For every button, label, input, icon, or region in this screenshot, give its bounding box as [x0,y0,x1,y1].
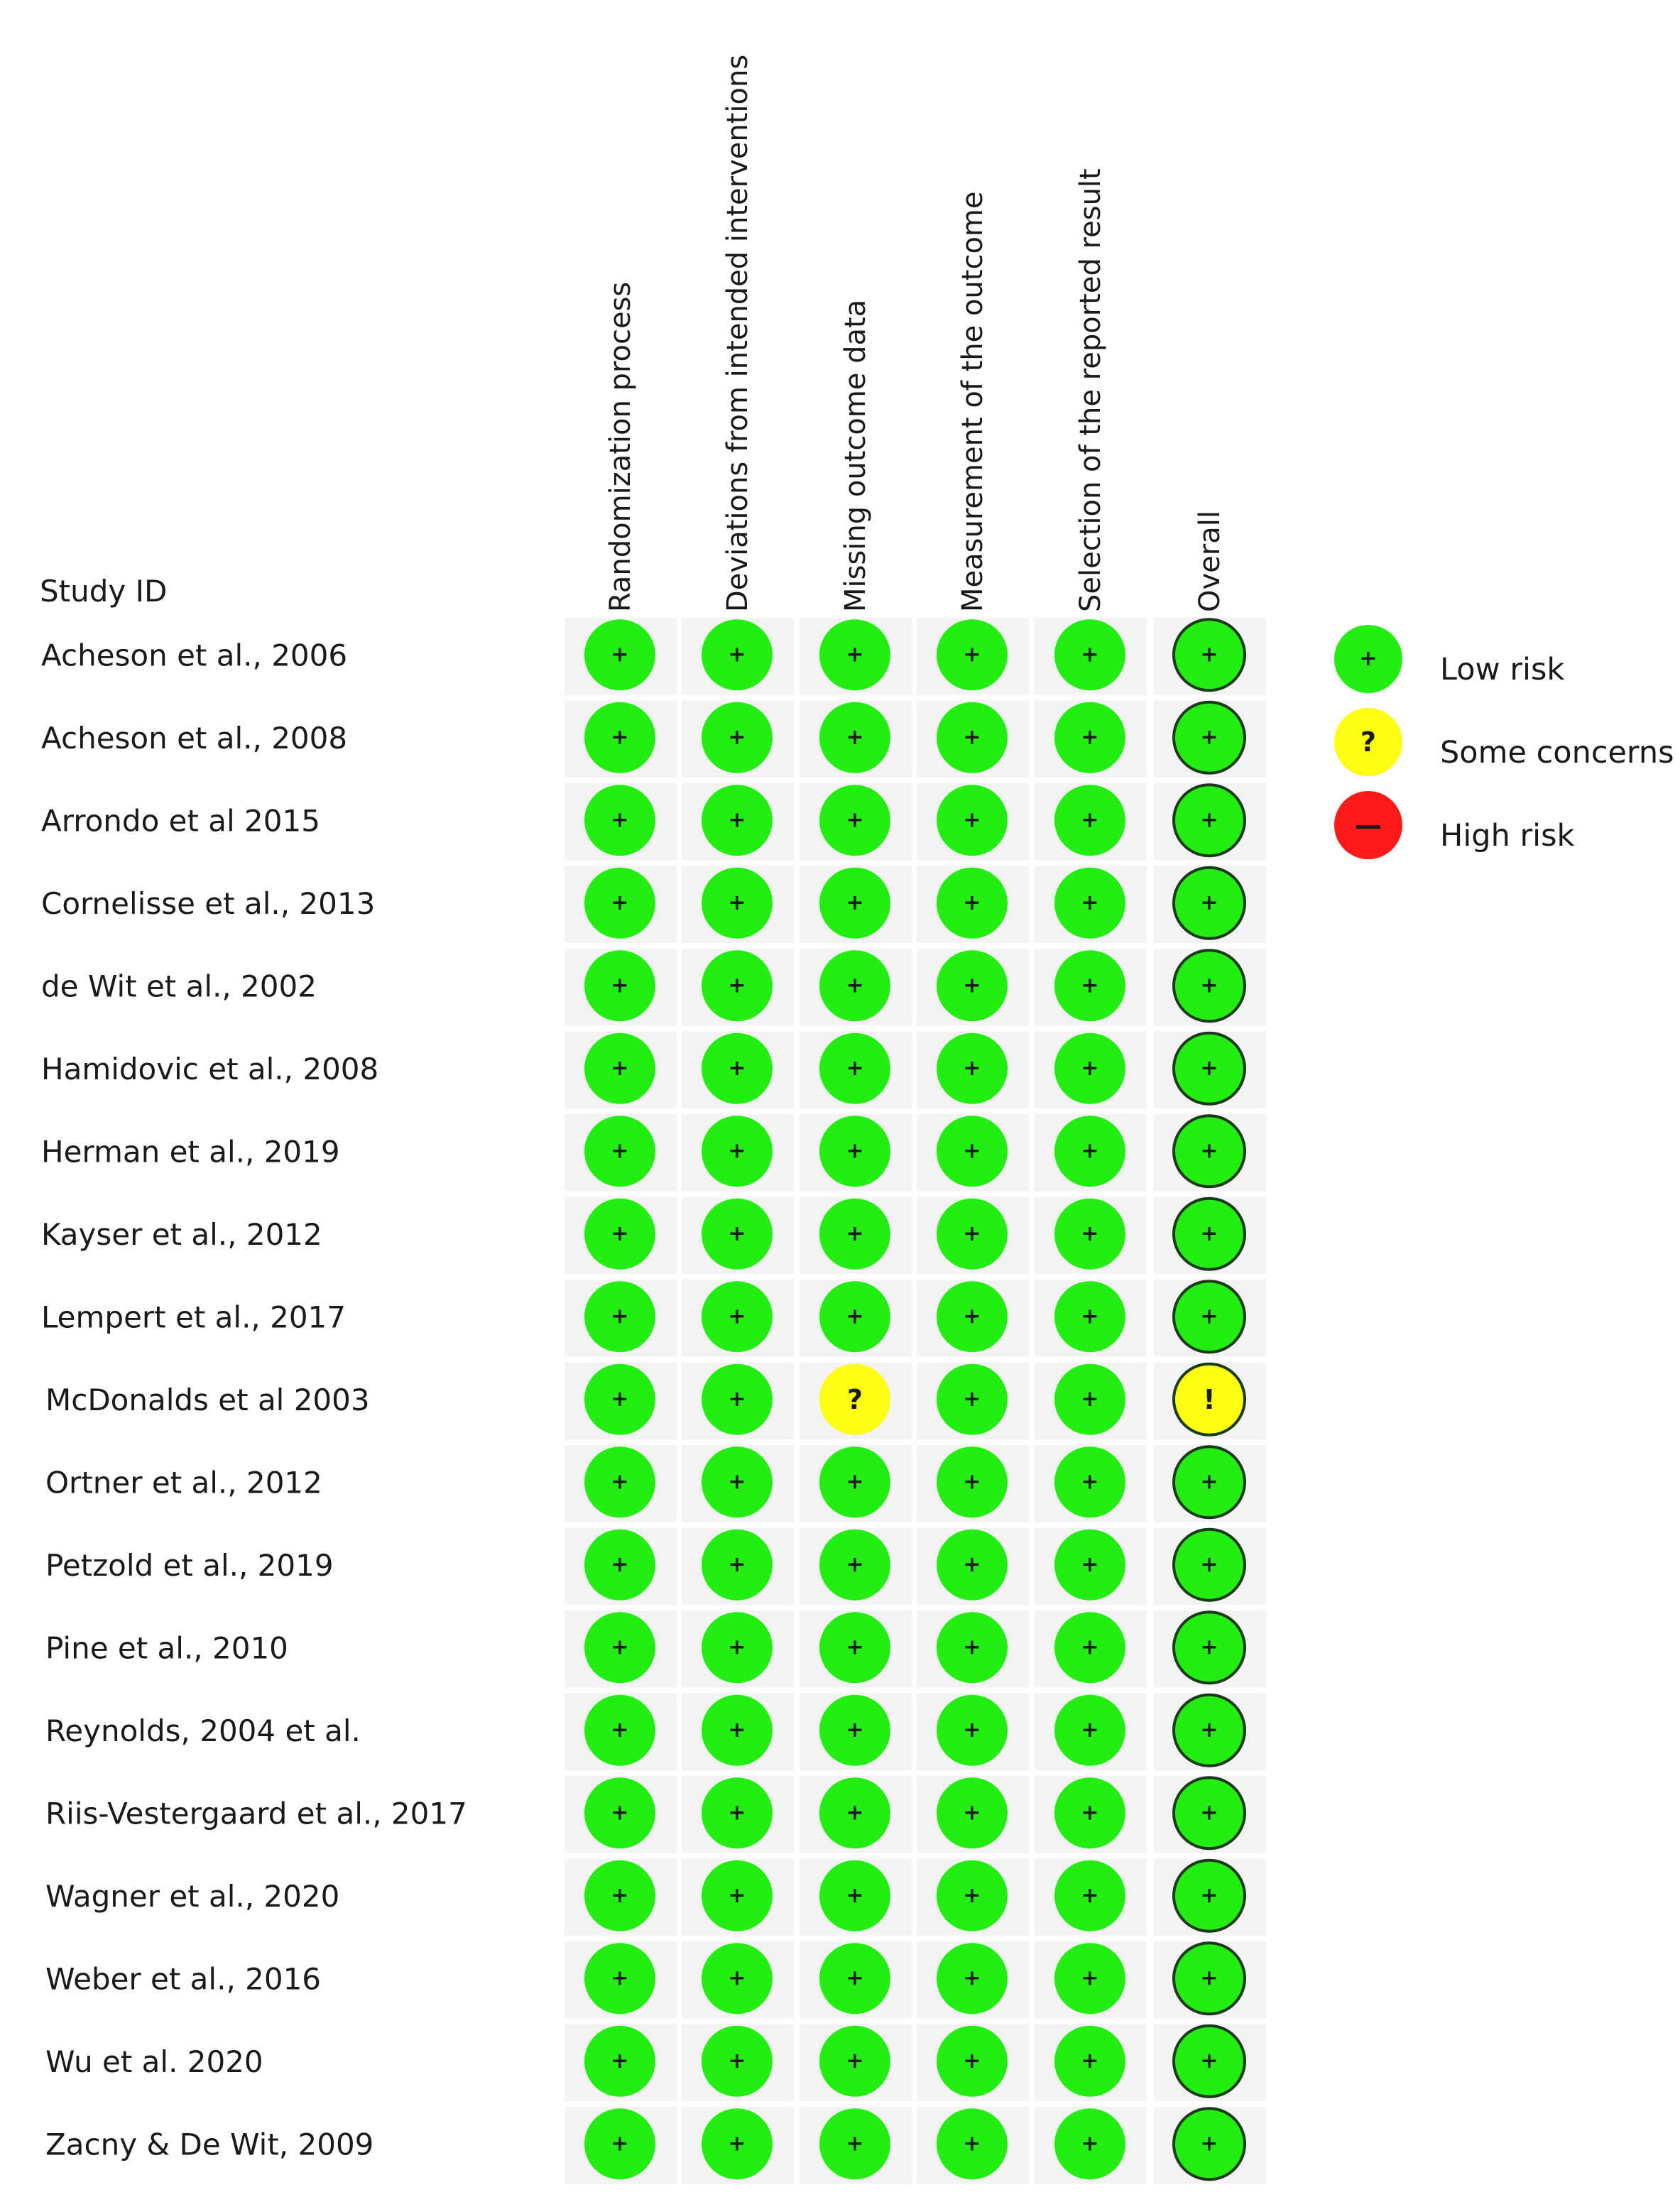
risk-symbol: + [963,724,981,750]
domain-low-risk-icon [702,2108,773,2179]
risk-symbol: + [611,1138,629,1164]
risk-symbol: + [1081,890,1099,915]
risk-symbol: + [1081,1800,1099,1826]
risk-symbol: + [1200,2131,1218,2157]
risk-symbol: + [1200,1138,1218,1164]
table-row [564,783,1266,861]
table-row [564,1694,1266,1771]
table-row [564,866,1266,944]
study-label: Acheson et al., 2008 [41,720,348,756]
risk-symbol: + [1200,1635,1218,1660]
risk-symbol: + [846,2048,864,2073]
risk-symbol: + [963,973,981,998]
domain-low-risk-icon [819,1530,890,1601]
legend-label: High risk [1440,818,1575,854]
domain-low-risk-icon [702,702,773,773]
domain-low-risk-icon [702,1695,773,1766]
domain-low-risk-icon [1054,1695,1125,1766]
domain-low-risk-icon [819,2108,890,2179]
risk-symbol: + [611,642,629,667]
risk-symbol: + [1200,890,1218,915]
domain-low-risk-icon [1054,1116,1125,1187]
domain-some-risk-icon [819,1364,890,1435]
overall-low-risk-icon [1174,1777,1245,1848]
table-row [564,618,1266,695]
domain-low-risk-icon [1054,1199,1125,1270]
risk-symbol: + [963,642,981,667]
risk-symbol: + [611,1552,629,1577]
overall-low-risk-icon [1174,702,1245,773]
risk-symbol: + [728,1304,746,1329]
domain-low-risk-icon [937,619,1008,690]
risk-symbol: + [728,642,746,667]
risk-symbol: + [1081,1552,1099,1577]
risk-symbol: + [611,1966,629,1991]
domain-low-risk-icon [702,1612,773,1683]
overall-low-risk-icon [1174,2108,1245,2179]
risk-symbol: + [846,2131,864,2157]
risk-symbol: + [1200,1717,1218,1743]
study-label: McDonalds et al 2003 [45,1382,370,1417]
risk-symbol: + [846,1966,864,1991]
risk-symbol: ? [846,1383,863,1415]
domain-low-risk-icon [1054,1612,1125,1683]
overall-low-risk-icon [1174,1116,1245,1187]
domain-low-risk-icon [819,702,890,773]
domain-low-risk-icon [819,868,890,939]
table-row [564,1776,1266,1853]
overall-low-risk-icon [1174,1860,1245,1931]
domain-low-risk-icon [584,1116,655,1187]
risk-symbol: + [611,890,629,915]
risk-symbol: + [846,890,864,915]
domain-low-risk-icon [1054,2026,1125,2097]
domain-low-risk-icon [819,1612,890,1683]
domain-low-risk-icon [819,1033,890,1104]
column-header-measurement-of-the-outcome: Measurement of the outcome [956,191,989,612]
risk-symbol: + [611,807,629,833]
table-row [564,2024,1266,2102]
domain-low-risk-icon [937,1281,1008,1352]
risk-symbol: + [1081,1469,1099,1495]
risk-symbol: + [728,2131,746,2157]
domain-low-risk-icon [937,950,1008,1021]
risk-symbol: + [1200,1469,1218,1495]
column-header-missing-outcome-data: Missing outcome data [839,299,872,612]
risk-symbol: + [1200,807,1218,833]
risk-symbol: + [611,2048,629,2073]
legend-item-some-concerns [1334,708,1674,776]
domain-low-risk-icon [584,619,655,690]
domain-low-risk-icon [1054,1530,1125,1601]
domain-low-risk-icon [819,1446,890,1517]
risk-symbol: + [728,890,746,915]
risk-symbol: + [728,1800,746,1826]
domain-low-risk-icon [702,2026,773,2097]
risk-symbol: + [1081,1386,1099,1412]
table-row [564,1114,1266,1192]
domain-low-risk-icon [937,785,1008,856]
domain-low-risk-icon [937,1446,1008,1517]
study-label: Acheson et al., 2006 [41,638,348,673]
domain-low-risk-icon [702,1116,773,1187]
risk-symbol: + [1081,1138,1099,1164]
domain-low-risk-icon [584,1695,655,1766]
risk-symbol: + [728,1882,746,1908]
domain-low-risk-icon [584,2108,655,2179]
domain-low-risk-icon [819,950,890,1021]
column-header-deviations-from-intended-interventions: Deviations from intended interventions [721,54,754,612]
domain-low-risk-icon [1054,1943,1125,2014]
domain-low-risk-icon [937,1612,1008,1683]
domain-low-risk-icon [1054,785,1125,856]
domain-low-risk-icon [702,1530,773,1601]
column-header-randomization-process: Randomization process [604,281,637,612]
domain-low-risk-icon [937,2026,1008,2097]
risk-symbol: + [728,1966,746,1991]
overall-low-risk-icon [1174,950,1245,1021]
legend-label: Some concerns [1440,735,1674,770]
risk-symbol: + [611,1304,629,1329]
risk-symbol: + [846,1469,864,1495]
risk-symbol: + [611,1882,629,1908]
domain-low-risk-icon [702,868,773,939]
risk-symbol: + [728,1552,746,1577]
domain-low-risk-icon [1054,1446,1125,1517]
table-row [564,1610,1266,1688]
risk-symbol: + [728,973,746,998]
domain-low-risk-icon [819,1199,890,1270]
domain-low-risk-icon [1054,2108,1125,2179]
study-label: Cornelisse et al., 2013 [41,885,376,921]
risk-symbol: + [846,642,864,667]
study-label: Arrondo et al 2015 [41,803,320,839]
domain-low-risk-icon [819,1116,890,1187]
domain-low-risk-icon [584,1033,655,1104]
domain-low-risk-icon [584,1612,655,1683]
risk-symbol: + [728,1055,746,1081]
risk-symbol: + [963,1717,981,1743]
domain-low-risk-icon [1054,1364,1125,1435]
study-label: Herman et al., 2019 [41,1134,340,1170]
domain-low-risk-icon [819,2026,890,2097]
domain-low-risk-icon [1054,868,1125,939]
study-label: Petzold et al., 2019 [45,1547,334,1583]
column-header-overall: Overall [1194,511,1226,612]
domain-low-risk-icon [702,1860,773,1931]
overall-low-risk-icon [1174,868,1245,939]
risk-symbol: + [1081,973,1099,998]
risk-symbol: + [611,1386,629,1412]
risk-symbol: + [1081,1717,1099,1743]
domain-low-risk-icon [702,1777,773,1848]
domain-low-risk-icon [584,1530,655,1601]
risk-symbol: + [611,973,629,998]
domain-low-risk-icon [1054,702,1125,773]
domain-low-risk-icon [702,1943,773,2014]
domain-low-risk-icon [702,1446,773,1517]
domain-low-risk-icon [937,1199,1008,1270]
risk-symbol: + [963,1966,981,1991]
legend-symbol: — [1355,810,1382,841]
risk-symbol: + [1200,1800,1218,1826]
column-header-selection-of-the-reported-result: Selection of the reported result [1074,168,1107,612]
table-row [564,949,1266,1026]
domain-low-risk-icon [1054,619,1125,690]
domain-low-risk-icon [1054,1777,1125,1848]
risk-symbol: + [728,1717,746,1743]
risk-symbol: + [611,1469,629,1495]
risk-symbol: + [846,1304,864,1329]
domain-low-risk-icon [702,950,773,1021]
risk-symbol: + [846,1635,864,1660]
risk-symbol: + [1200,1055,1218,1081]
table-row [564,1280,1266,1357]
risk-symbol: + [963,1882,981,1908]
overall-low-risk-icon [1174,619,1245,690]
risk-symbol: + [728,1138,746,1164]
domain-low-risk-icon [584,1281,655,1352]
risk-symbol: ! [1203,1383,1216,1415]
domain-low-risk-icon [819,1777,890,1848]
risk-symbol: + [963,1552,981,1577]
legend-symbol: + [1359,646,1378,671]
legend-label: Low risk [1440,652,1565,687]
risk-symbol: + [963,1138,981,1164]
domain-low-risk-icon [819,1943,890,2014]
domain-low-risk-icon [584,1943,655,2014]
domain-low-risk-icon [1054,1281,1125,1352]
domain-low-risk-icon [1054,1860,1125,1931]
risk-symbol: + [963,1221,981,1246]
study-label: Wu et al. 2020 [45,2044,263,2079]
risk-symbol: + [728,1386,746,1412]
legend-item-high-risk [1334,791,1575,859]
domain-low-risk-icon [937,1695,1008,1766]
risk-symbol: + [1081,1221,1099,1246]
study-label: Lempert et al., 2017 [41,1299,347,1335]
domain-low-risk-icon [584,1860,655,1931]
overall-low-risk-icon [1174,1943,1245,2014]
risk-symbol: + [611,724,629,750]
domain-low-risk-icon [584,1364,655,1435]
domain-low-risk-icon [584,2026,655,2097]
risk-symbol: + [846,1055,864,1081]
domain-low-risk-icon [584,1446,655,1517]
overall-low-risk-icon [1174,2026,1245,2097]
risk-symbol: + [963,1635,981,1660]
risk-symbol: + [963,807,981,833]
risk-symbol: + [1200,1882,1218,1908]
study-label: Ortner et al., 2012 [45,1465,322,1500]
domain-low-risk-icon [937,868,1008,939]
table-row [564,1197,1266,1275]
domain-low-risk-icon [819,1860,890,1931]
domain-low-risk-icon [702,785,773,856]
risk-symbol: + [728,1469,746,1495]
risk-symbol: + [846,1552,864,1577]
risk-symbol: + [1081,1635,1099,1660]
risk-symbol: + [728,1221,746,1246]
overall-some-risk-icon [1174,1364,1245,1435]
table-row [564,1445,1266,1522]
study-label: Wagner et al., 2020 [45,1878,340,1914]
domain-low-risk-icon [819,1281,890,1352]
risk-symbol: + [846,1138,864,1164]
study-label: Riis-Vestergaard et al., 2017 [45,1796,467,1831]
study-label: de Wit et al., 2002 [41,969,317,1004]
table-row [564,701,1266,778]
domain-low-risk-icon [819,1695,890,1766]
risk-symbol: + [1200,1966,1218,1991]
overall-low-risk-icon [1174,1281,1245,1352]
legend-symbol: ? [1360,726,1377,758]
table-row [564,1528,1266,1606]
risk-symbol: + [1200,973,1218,998]
risk-symbol: + [963,1304,981,1329]
domain-low-risk-icon [937,1860,1008,1931]
domain-low-risk-icon [1054,950,1125,1021]
risk-symbol: + [728,724,746,750]
table-row [564,1032,1266,1109]
risk-symbol: + [1081,1304,1099,1329]
overall-low-risk-icon [1174,1033,1245,1104]
risk-symbol: + [1200,2048,1218,2073]
domain-low-risk-icon [937,1530,1008,1601]
risk-symbol: + [728,807,746,833]
table-row [564,1941,1266,2019]
risk-symbol: + [846,1882,864,1908]
risk-symbol: + [1081,1966,1099,1991]
risk-symbol: + [1081,807,1099,833]
risk-symbol: + [1081,1055,1099,1081]
domain-low-risk-icon [937,1943,1008,2014]
risk-symbol: + [611,1635,629,1660]
risk-symbol: + [1200,642,1218,667]
domain-low-risk-icon [702,1364,773,1435]
study-label: Kayser et al., 2012 [41,1216,322,1252]
risk-symbol: + [1081,724,1099,750]
risk-symbol: + [963,1386,981,1412]
domain-low-risk-icon [819,785,890,856]
table-row [564,1363,1266,1440]
domain-low-risk-icon [584,785,655,856]
domain-low-risk-icon [1054,1033,1125,1104]
study-label: Hamidovic et al., 2008 [41,1051,379,1086]
domain-low-risk-icon [937,1116,1008,1187]
domain-low-risk-icon [702,619,773,690]
overall-low-risk-icon [1174,1446,1245,1517]
risk-symbol: + [1200,724,1218,750]
risk-symbol: + [611,1717,629,1743]
risk-symbol: + [846,1717,864,1743]
study-label: Reynolds, 2004 et al. [45,1713,361,1748]
table-row [564,2107,1266,2184]
risk-symbol: + [963,2131,981,2157]
risk-symbol: + [846,807,864,833]
domain-low-risk-icon [584,1199,655,1270]
risk-symbol: + [846,973,864,998]
overall-low-risk-icon [1174,1530,1245,1601]
overall-low-risk-icon [1174,785,1245,856]
domain-low-risk-icon [937,1033,1008,1104]
domain-low-risk-icon [702,1033,773,1104]
risk-symbol: + [846,1221,864,1246]
study-id-header: Study ID [40,574,168,609]
risk-symbol: + [963,1800,981,1826]
risk-symbol: + [1081,2048,1099,2073]
overall-low-risk-icon [1174,1199,1245,1270]
risk-symbol: + [1200,1552,1218,1577]
domain-low-risk-icon [937,702,1008,773]
risk-symbol: + [1081,642,1099,667]
risk-symbol: + [963,2048,981,2073]
risk-symbol: + [1200,1221,1218,1246]
risk-symbol: + [963,1055,981,1081]
domain-low-risk-icon [937,2108,1008,2179]
study-label: Weber et al., 2016 [45,1961,322,1997]
risk-symbol: + [1081,1882,1099,1908]
risk-symbol: + [846,1800,864,1826]
study-label: Zacny & De Wit, 2009 [45,2127,374,2162]
domain-low-risk-icon [584,1777,655,1848]
table-row [564,1859,1266,1936]
domain-low-risk-icon [584,868,655,939]
risk-symbol: + [728,1635,746,1660]
legend-item-low-risk [1334,625,1564,693]
domain-low-risk-icon [702,1281,773,1352]
domain-low-risk-icon [584,702,655,773]
domain-low-risk-icon [937,1777,1008,1848]
risk-symbol: + [611,2131,629,2157]
risk-symbol: + [1081,2131,1099,2157]
risk-symbol: + [1200,1304,1218,1329]
domain-low-risk-icon [937,1364,1008,1435]
overall-low-risk-icon [1174,1612,1245,1683]
risk-symbol: + [963,1469,981,1495]
domain-low-risk-icon [702,1199,773,1270]
risk-symbol: + [611,1055,629,1081]
risk-symbol: + [728,2048,746,2073]
risk-symbol: + [611,1221,629,1246]
risk-symbol: + [611,1800,629,1826]
risk-symbol: + [846,724,864,750]
study-label: Pine et al., 2010 [45,1630,288,1666]
domain-low-risk-icon [584,950,655,1021]
domain-low-risk-icon [819,619,890,690]
overall-low-risk-icon [1174,1695,1245,1766]
risk-symbol: + [963,890,981,915]
